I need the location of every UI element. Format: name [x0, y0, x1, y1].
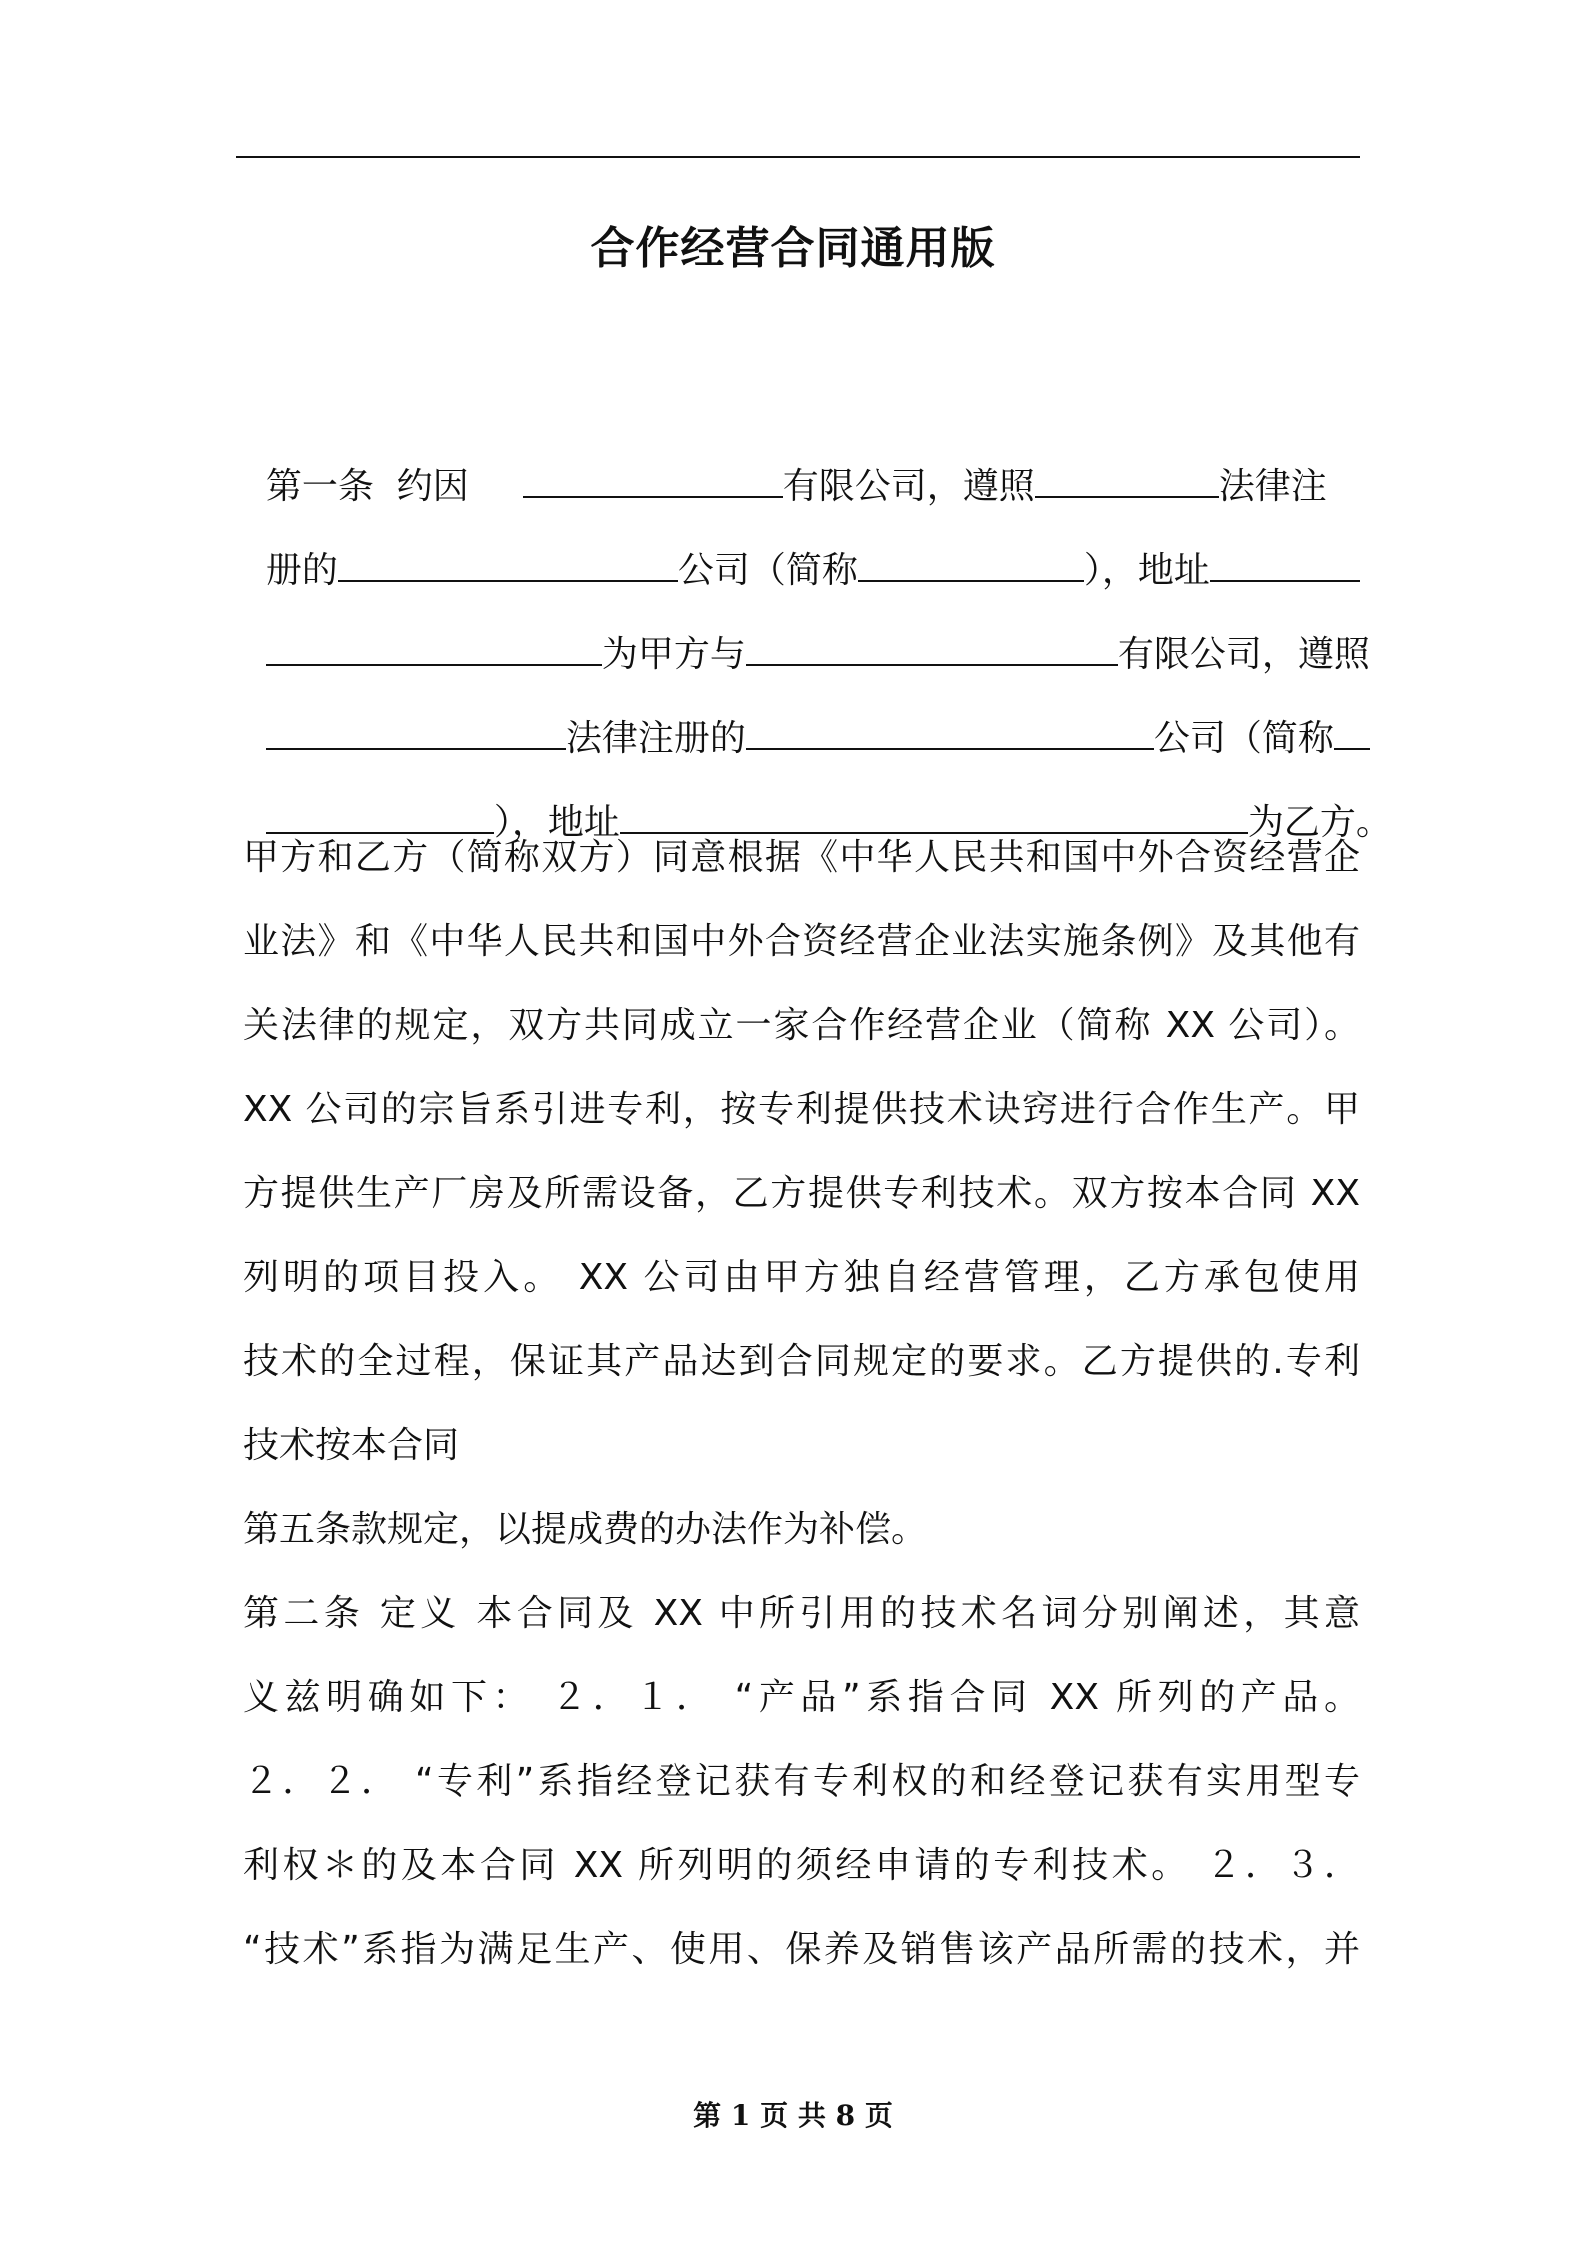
text-segment: 法律注	[1218, 466, 1327, 507]
text-segment: 公司（简称	[1153, 718, 1334, 759]
text-segment: 有限公司，遵照	[1117, 634, 1370, 675]
blank-field-party-a-address[interactable]	[1210, 546, 1360, 582]
text-segment: ），地址	[1083, 550, 1210, 591]
body-line: 关法律的规定，双方共同成立一家合作经营企业（简称 XX 公司）。	[243, 1005, 1360, 1046]
header-rule	[236, 156, 1360, 158]
body-line: 方提供生产厂房及所需设备，乙方提供专利技术。双方按本合同 XX	[243, 1173, 1360, 1214]
blank-field-party-b-abbr-cont[interactable]	[266, 798, 494, 834]
blank-field-party-b-law[interactable]	[266, 714, 566, 750]
body-line: 第五条款规定，以提成费的办法作为补偿。	[243, 1509, 928, 1550]
body-line: XX 公司的宗旨系引进专利，按专利提供技术诀窍进行合作生产。甲	[243, 1089, 1360, 1130]
clause-1-line-4	[243, 666, 1360, 763]
text-segment: 册的	[265, 550, 338, 591]
blank-field-party-a-company[interactable]	[338, 546, 678, 582]
clause-2-heading-line: 第二条 定义 本合同及 XX 中所引用的技术名词分别阐述，其意	[243, 1593, 1360, 1634]
clause-1-line-5	[243, 750, 1392, 847]
blank-field-party-a-address-cont[interactable]	[266, 630, 602, 666]
body-line: 列明的项目投入。 XX 公司由甲方独自经营管理，乙方承包使用	[243, 1257, 1360, 1298]
blank-field-party-b-company[interactable]	[746, 714, 1154, 750]
blank-field-party-b-abbr[interactable]	[1334, 714, 1370, 750]
clause-1-heading: 第一条 约因	[265, 466, 469, 507]
document-title: 合作经营合同通用版	[590, 223, 996, 274]
body-line: 技术按本合同	[243, 1425, 460, 1466]
blank-field-party-b-name[interactable]	[746, 630, 1118, 666]
blank-field-party-a-law[interactable]	[1035, 462, 1219, 498]
text-segment: 法律注册的	[565, 718, 746, 759]
blank-field-party-b-address[interactable]	[620, 798, 1248, 834]
definition-line: 利权＊的及本合同 XX 所列明的须经申请的专利技术。 ２．３．	[243, 1845, 1360, 1886]
body-line: 业法》和《中华人民共和国中外合资经营企业法实施条例》及其他有	[243, 921, 1360, 962]
text-segment: 公司（简称	[677, 550, 858, 591]
definition-line: 义兹明确如下： ２．１． “产品”系指合同 XX 所列的产品。	[243, 1677, 1360, 1718]
text-segment: 有限公司，遵照	[782, 466, 1035, 507]
page-number: 第 1 页 共 8 页	[693, 2099, 893, 2132]
text-segment: ），地址	[493, 802, 620, 843]
text-segment: 为乙方。	[1247, 802, 1392, 843]
clause-1-line-3	[243, 582, 1370, 679]
blank-field-party-a-abbr[interactable]	[858, 546, 1084, 582]
text-segment: 为甲方与	[601, 634, 746, 675]
definition-line: “技术”系指为满足生产、使用、保养及销售该产品所需的技术，并	[243, 1929, 1360, 1970]
blank-field-party-a-name[interactable]	[523, 462, 783, 498]
clause-1-line-2	[243, 498, 1360, 595]
body-line: 技术的全过程，保证其产品达到合同规定的要求。乙方提供的.专利	[243, 1341, 1360, 1382]
clause-1-line-1	[243, 414, 1360, 511]
body-line: 甲方和乙方（简称双方）同意根据《中华人民共和国中外合资经营企	[243, 837, 1360, 878]
definition-line: ２．２． “专利”系指经登记获有专利权的和经登记获有实用型专	[243, 1761, 1360, 1802]
